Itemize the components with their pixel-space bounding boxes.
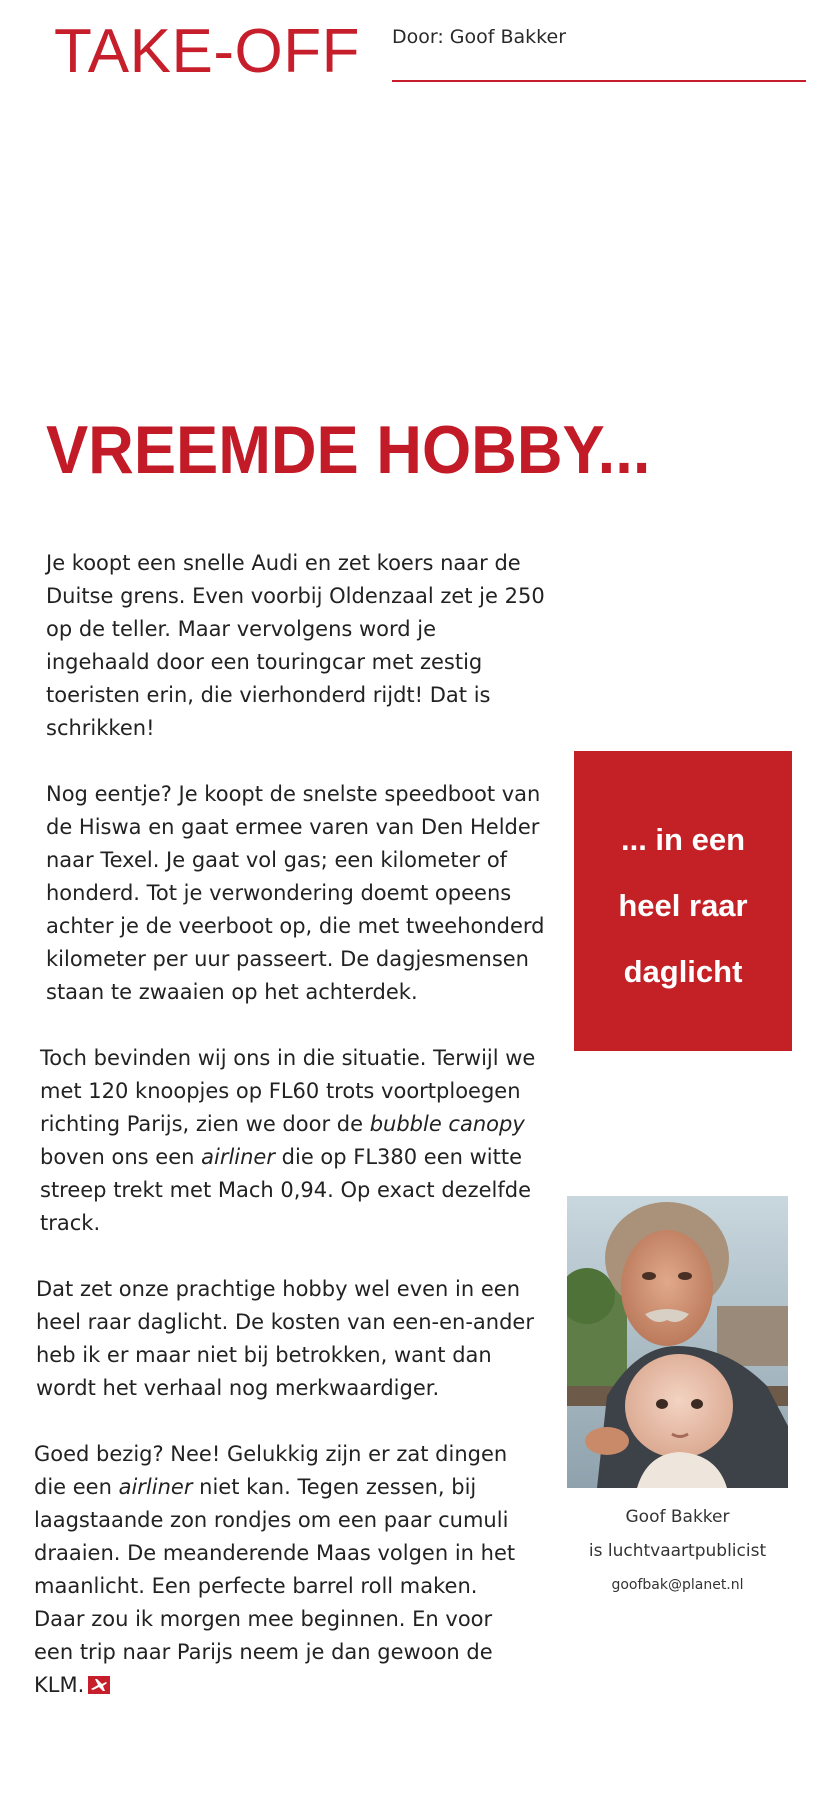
paragraph-5-text-a: Goed bezig? Nee! Gelukkig zijn er zat dingen die een bbox=[34, 1442, 508, 1499]
section-label: TAKE-OFF bbox=[54, 17, 360, 86]
paragraph-4: Dat zet onze prachtige hobby wel even in een heel raar daglicht. De kosten van een-en-ander heb ik er maar niet bij betrokken, want dan wordt het verhaal nog merkwaardiger. bbox=[36, 1277, 534, 1400]
author-photo bbox=[567, 1196, 788, 1488]
paragraph-2: Nog eentje? Je koopt de snelste speedboot van de Hiswa en gaat ermee varen van Den Helder naar Texel. Je gaat vol gas; een kilometer of honderd. Tot je verwondering doemt opeens achter je de veerboot op, die met tweehonderd kilometer per uur passeert. De dagjesmensen staan te zwaaien op het achterdek. bbox=[46, 782, 545, 1004]
photo-caption bbox=[567, 1500, 788, 1602]
pull-quote bbox=[574, 751, 792, 1051]
byline: Door: Goof Bakker bbox=[392, 26, 567, 48]
paragraph-3-text-a: Toch bevinden wij ons in die situatie. Terwijl we met 120 knoopjes op FL60 trots voortploegen richting Parijs, zien we door de bbox=[40, 1046, 536, 1136]
caption-email: goofbak@planet.nl bbox=[611, 1577, 744, 1593]
pull-quote-line-3: daglicht bbox=[623, 954, 743, 989]
article-headline: VREEMDE HOBBY... bbox=[46, 412, 651, 488]
paragraph-5-italic-a: airliner bbox=[118, 1475, 193, 1499]
paragraph-5 bbox=[34, 1438, 534, 1702]
article-body bbox=[34, 547, 564, 1735]
pull-quote-line-2: heel raar bbox=[618, 888, 748, 923]
caption-name: Goof Bakker bbox=[625, 1507, 730, 1527]
paragraph-3-text-b: boven ons een bbox=[40, 1145, 202, 1169]
paragraph-3-text-c: die op FL380 een witte streep trekt met Mach 0,94. Op exact dezelfde track. bbox=[40, 1145, 532, 1235]
caption-role: is luchtvaartpublicist bbox=[588, 1541, 767, 1561]
paragraph-5-text-prefix: niet bbox=[192, 1475, 240, 1499]
paragraph-3-italic-b: airliner bbox=[201, 1145, 275, 1169]
paragraph-3 bbox=[40, 1042, 540, 1240]
paragraph-5-text-b: kan. Tegen zessen, bij laagstaande zon rondjes om een paar cumuli draaien. De meanderende Maas volgen in het maanlicht. Een perfecte barrel roll maken. Daar zou ik morgen mee beginnen. En voor een trip naar Parijs neem je dan gewoon de KLM. bbox=[34, 1475, 516, 1697]
plane-end-mark-icon bbox=[88, 1671, 110, 1689]
paragraph-1: Je koopt een snelle Audi en zet koers naar de Duitse grens. Even voorbij Oldenzaal zet je 250 op de teller. Maar vervolgens word je ingehaald door een touringcar met zestig toeristen erin, die vierhonderd rijdt! Dat is schrikken! bbox=[46, 551, 545, 740]
pull-quote-line-1: ... in een bbox=[620, 822, 746, 857]
paragraph-3-italic-a: bubble canopy bbox=[369, 1112, 525, 1136]
byline-rule bbox=[392, 80, 806, 82]
